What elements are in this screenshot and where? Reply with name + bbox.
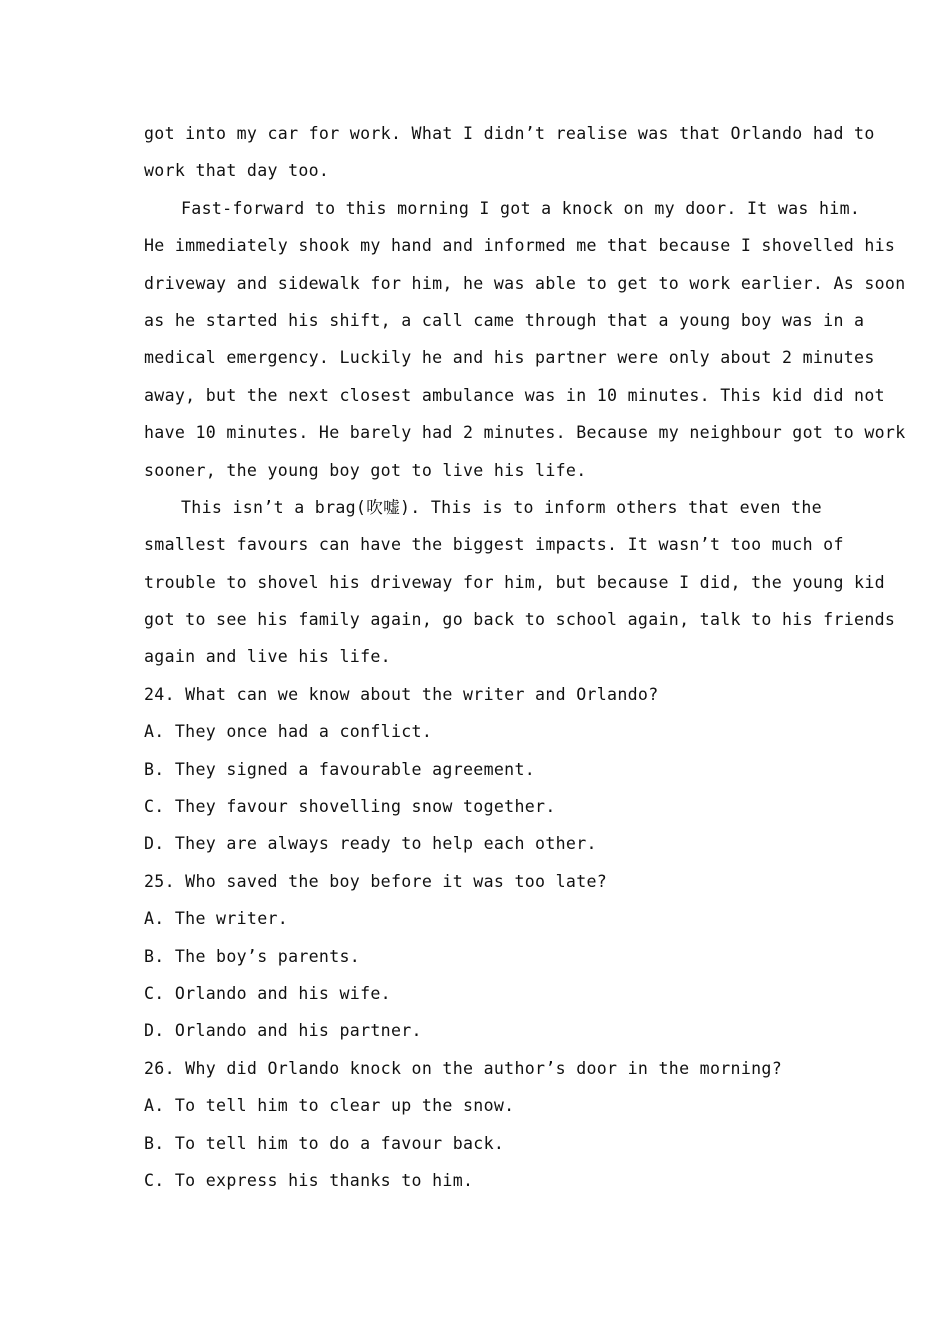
answer-option-b: B. To tell him to do a favour back. [144, 1133, 505, 1153]
question-stem: 24. What can we know about the writer and Orlando? [144, 684, 659, 704]
question-26 [144, 1050, 834, 1200]
answer-option-d: D. They are always ready to help each other. [144, 834, 597, 854]
passage-line: work that day too. [144, 161, 330, 181]
passage-line: He immediately shook my hand and informed me that because I shovelled his [144, 236, 896, 256]
question-25 [144, 863, 834, 1050]
passage-line: again and live his life. [144, 647, 391, 667]
answer-option-d: D. Orlando and his partner. [144, 1021, 422, 1041]
answer-option-c: C. They favour shovelling snow together. [144, 797, 556, 817]
passage-line: trouble to shovel his driveway for him, but because I did, the young kid [144, 572, 885, 592]
passage-line: got into my car for work. What I didn’t realise was that Orlando had to [144, 124, 875, 143]
passage-paragraph-start: Fast-forward to this morning I got a knock on my door. It was him. [181, 198, 861, 218]
answer-option-a: A. The writer. [144, 909, 289, 929]
document-page [144, 115, 906, 1199]
passage-paragraph-start: This isn’t a brag(吹嘘). This is to inform others that even the [181, 497, 822, 517]
answer-option-b: B. They signed a favourable agreement. [144, 759, 536, 779]
passage-line: got to see his family again, go back to school again, talk to his friends [144, 610, 896, 630]
passage-line: medical emergency. Luckily he and his partner were only about 2 minutes [144, 348, 875, 368]
passage-line: sooner, the young boy got to live his life. [144, 460, 587, 480]
question-stem: 25. Who saved the boy before it was too late? [144, 871, 608, 891]
passage-line: smallest favours can have the biggest impacts. It wasn’t too much of [144, 535, 844, 555]
question-24 [144, 676, 834, 863]
passage-line: away, but the next closest ambulance was in 10 minutes. This kid did not [144, 385, 885, 405]
answer-option-a: A. They once had a conflict. [144, 722, 433, 742]
answer-option-b: B. The boy’s parents. [144, 946, 361, 966]
passage [144, 115, 906, 676]
passage-line: have 10 minutes. He barely had 2 minutes. Because my neighbour got to work [144, 423, 906, 443]
question-stem: 26. Why did Orlando knock on the author’s door in the morning? [144, 1058, 782, 1078]
answer-option-a: A. To tell him to clear up the snow. [144, 1096, 515, 1116]
passage-line: as he started his shift, a call came through that a young boy was in a [144, 310, 865, 330]
passage-line: driveway and sidewalk for him, he was able to get to work earlier. As soon [144, 273, 906, 293]
answer-option-c: C. To express his thanks to him. [144, 1170, 474, 1190]
answer-option-c: C. Orlando and his wife. [144, 983, 391, 1003]
